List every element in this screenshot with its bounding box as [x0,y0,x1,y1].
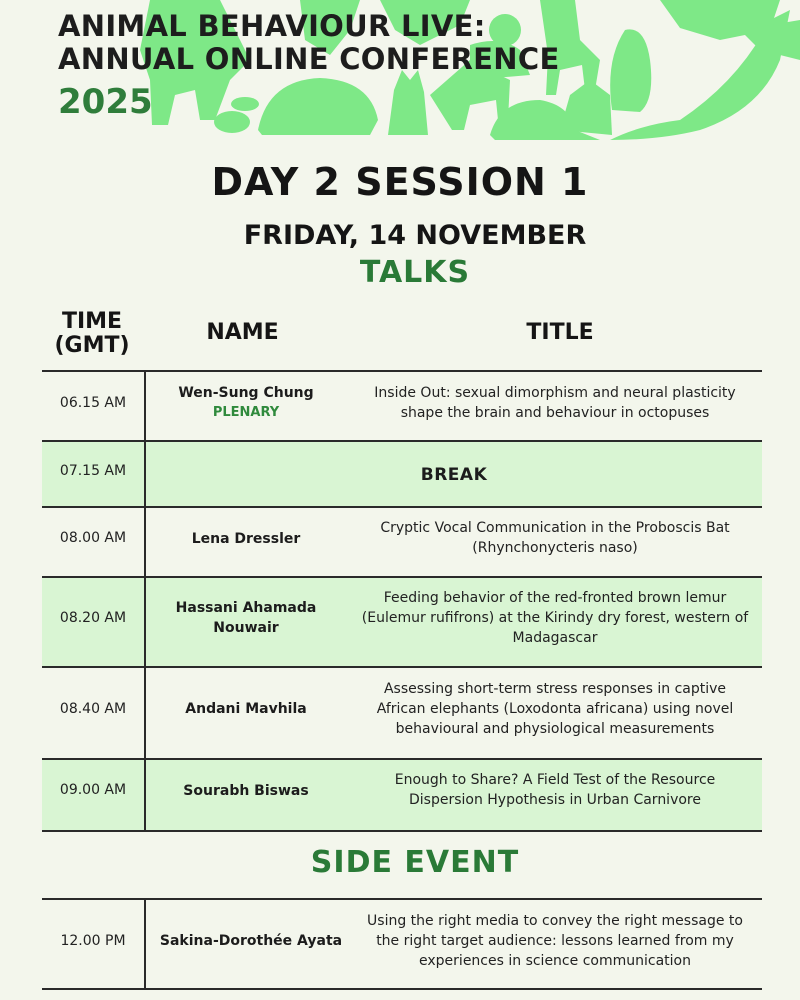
talk-time: 08.00 AM [59,530,127,546]
table-row [42,898,762,990]
break-time: 07.15 AM [59,463,127,479]
talk-speaker [146,668,346,750]
column-header-title: TITLE [526,320,594,345]
speaker-name: Sakina-Dorothée Ayata [159,933,343,949]
conference-title [58,10,560,76]
talk-speaker [146,578,346,658]
talk-speaker [146,372,346,434]
break-row [42,440,762,508]
plenary-tag: PLENARY [212,405,280,420]
talk-title: Enough to Share? A Field Test of the Resource Dispersion Hypothesis in Urban Carnivore [394,772,716,808]
speaker-name: Wen-Sung Chung [178,385,314,401]
event-speaker [146,900,356,982]
event-time: 12.00 PM [60,933,126,949]
break-label: BREAK [420,465,488,485]
session-heading: DAY 2 SESSION 1 [211,160,589,204]
talk-time: 09.00 AM [59,782,127,798]
table-row [42,576,762,668]
talk-time: 08.40 AM [59,701,127,717]
conference-title-line1: ANIMAL BEHAVIOUR LIVE: [58,9,486,43]
table-row [42,758,762,832]
talk-title: Cryptic Vocal Communication in the Proboscis Bat (Rhynchonycteris naso) [380,520,730,556]
side-event-heading: SIDE EVENT [310,845,520,880]
talk-time: 08.20 AM [59,610,127,626]
table-row [42,370,762,442]
column-header-time-line1: TIME [61,309,123,334]
event-title: Using the right media to convey the right message to the right target audience: lessons learned from my experiences in science communication [367,913,743,969]
conference-title-line2: ANNUAL ONLINE CONFERENCE [58,42,560,76]
talk-title: Assessing short-term stress responses in captive African elephants (Loxodonta africana) using novel behavioural and physiological measurements [376,681,734,737]
talk-title: Inside Out: sexual dimorphism and neural plasticity shape the brain and behaviour in octopuses [374,385,736,421]
conference-year: 2025 [58,82,153,122]
table-bottom-border [42,830,762,832]
speaker-name: Sourabh Biswas [183,783,309,799]
column-header-time-line2: (GMT) [54,333,130,358]
speaker-name: Hassani Ahamada Nouwair [175,600,317,636]
header-banner [0,0,800,150]
speaker-name: Andani Mavhila [185,701,307,717]
table-row [42,666,762,760]
column-header-time [42,310,142,358]
speaker-name: Lena Dressler [191,531,301,547]
column-header-name: NAME [206,320,279,345]
session-date: FRIDAY, 14 NOVEMBER [243,220,587,251]
table-bottom-border [42,988,762,990]
talks-heading: TALKS [359,255,471,290]
talk-time: 06.15 AM [59,395,127,411]
talk-speaker [146,508,346,570]
table-row [42,506,762,578]
talk-title: Feeding behavior of the red-fronted brown lemur (Eulemur rufifrons) at the Kirindy dry forest, western of Madagascar [361,590,749,646]
talk-speaker [146,760,346,822]
